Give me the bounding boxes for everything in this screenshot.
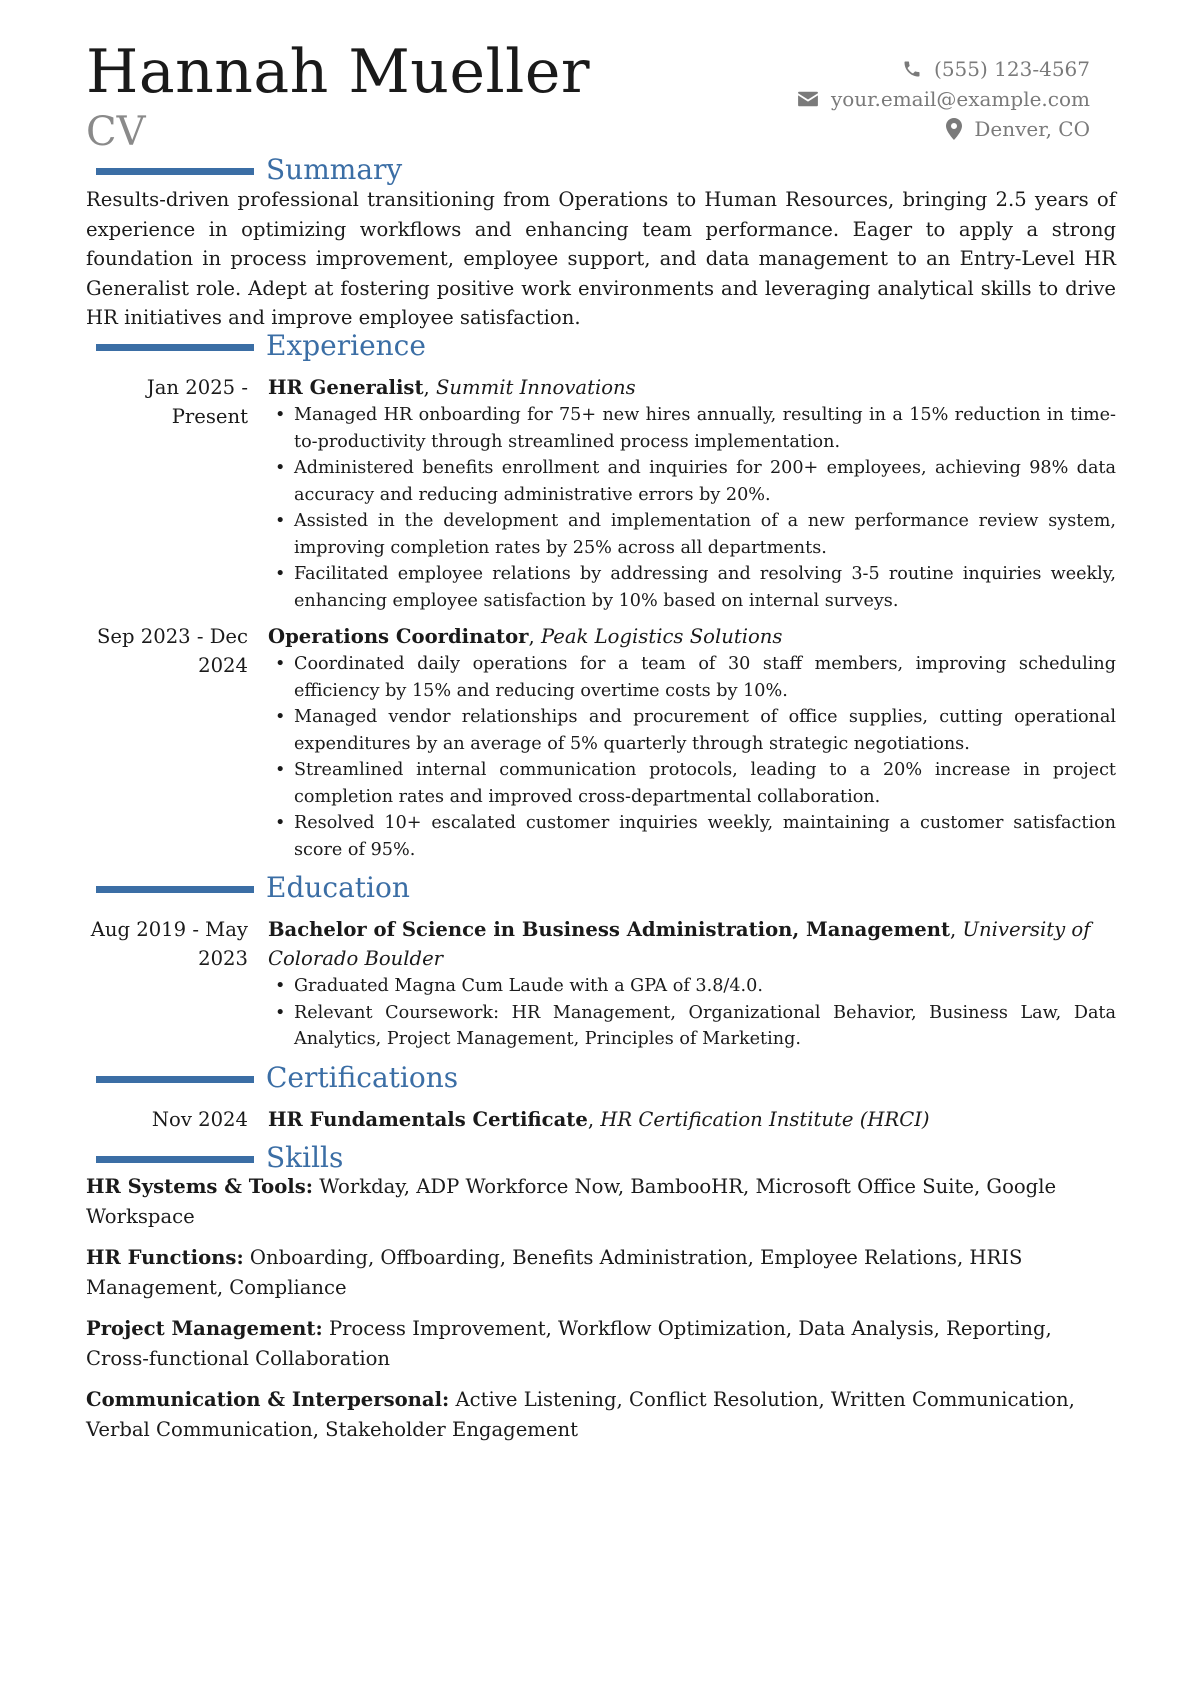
skill-list: Workday, ADP Workforce Now, BambooHR, Microsoft Office Suite, Google Workspace — [86, 1175, 1057, 1228]
section-certifications-heading — [96, 1061, 459, 1094]
experience-entry — [86, 622, 1116, 863]
section-summary-heading — [96, 153, 403, 186]
section-title: Skills — [266, 1141, 344, 1174]
envelope-icon — [797, 90, 819, 108]
skill-category: HR Systems & Tools: — [86, 1175, 313, 1198]
list-item: • Relevant Coursework: HR Management, Organizational Behavior, Business Law, Data Analytics, Project Management, Principles of Marketing. — [268, 1000, 1116, 1053]
email-text: your.email@example.com — [830, 87, 1090, 111]
summary-text: Results-driven professional transitioning from Operations to Human Resources, bringing 2.5 years of experience in optimizing workflows and enhancing team performance. Eager to apply a strong foundation in process improvement, employee support, and data management to an Entry-Level HR Generalist role. Adept at fostering positive work environments and leveraging analytical skills to drive HR initiatives and improve employee satisfaction. — [86, 188, 1116, 329]
section-title: Experience — [266, 329, 426, 362]
list-item: • Coordinated daily operations for a team of 30 staff members, improving scheduling efficiency by 15% and reducing overtime costs by 10%. — [268, 651, 1116, 704]
skill-group — [86, 1385, 1116, 1444]
list-item: • Streamlined internal communication protocols, leading to a 20% increase in project completion rates and improved cross-departmental collaboration. — [268, 757, 1116, 810]
section-rule — [96, 886, 254, 893]
list-item: • Resolved 10+ escalated customer inquiries weekly, maintaining a customer satisfaction score of 95%. — [268, 810, 1116, 863]
entry-heading: Operations Coordinator, Peak Logistics Solutions — [268, 625, 783, 648]
skill-list: Process Improvement, Workflow Optimization, Data Analysis, Reporting, Cross-functional Collaboration — [86, 1317, 1052, 1370]
skill-category: HR Functions: — [86, 1246, 244, 1269]
section-rule — [96, 1156, 254, 1163]
list-item: • Facilitated employee relations by addressing and resolving 3-5 routine inquiries weekly, enhancing employee satisfaction by 10% based on internal surveys. — [268, 561, 1116, 614]
skill-group — [86, 1314, 1116, 1373]
entry-role: HR Generalist — [268, 376, 424, 399]
list-item: • Managed vendor relationships and procurement of office supplies, cutting operational expenditures by an average of 5% quarterly through strategic negotiations. — [268, 704, 1116, 757]
entry-date: Nov 2024 — [151, 1108, 248, 1131]
contact-email[interactable] — [797, 84, 1090, 114]
entry-role: Operations Coordinator — [268, 625, 529, 648]
experience-entry — [86, 373, 1116, 614]
section-title: Summary — [266, 153, 403, 186]
map-pin-icon — [946, 118, 962, 140]
entry-organization: Summit Innovations — [436, 376, 636, 399]
contact-location — [797, 114, 1090, 144]
certification-entry — [86, 1105, 1116, 1134]
section-education-heading — [96, 871, 410, 904]
entry-date: Aug 2019 - May 2023 — [90, 918, 248, 970]
list-item: • Assisted in the development and implementation of a new performance review system, improving completion rates by 25% across all departments. — [268, 508, 1116, 561]
phone-text: (555) 123-4567 — [934, 57, 1090, 81]
entry-heading: HR Fundamentals Certificate, HR Certification Institute (HRCI) — [268, 1108, 930, 1131]
entry-bullets — [268, 973, 1116, 1053]
section-experience-heading — [96, 329, 426, 362]
list-item: • Managed HR onboarding for 75+ new hires annually, resulting in a 15% reduction in time-to-productivity through streamlined process implementation. — [268, 402, 1116, 455]
entry-heading: Bachelor of Science in Business Administration, Management, University of Colorado Boulder — [268, 918, 1091, 970]
section-rule — [96, 1076, 254, 1083]
section-rule — [96, 344, 254, 351]
education-entry — [86, 915, 1116, 1053]
document-subtitle: CV — [86, 109, 146, 155]
entry-role: Bachelor of Science in Business Administration, Management — [268, 918, 951, 941]
list-item: • Graduated Magna Cum Laude with a GPA of 3.8/4.0. — [268, 973, 1116, 1000]
section-title: Certifications — [266, 1061, 459, 1094]
section-rule — [96, 168, 254, 175]
entry-bullets — [268, 651, 1116, 863]
entry-organization: University of Colorado Boulder — [268, 918, 1091, 970]
entry-organization: HR Certification Institute (HRCI) — [600, 1108, 930, 1131]
contact-block — [797, 54, 1090, 144]
entry-date: Jan 2025 - Present — [146, 376, 248, 428]
list-item: • Administered benefits enrollment and inquiries for 200+ employees, achieving 98% data accuracy and reducing administrative errors by 20%. — [268, 455, 1116, 508]
entry-date: Sep 2023 - Dec 2024 — [96, 625, 248, 677]
entry-organization: Peak Logistics Solutions — [540, 625, 783, 648]
contact-phone[interactable] — [797, 54, 1090, 84]
entry-heading: HR Generalist, Summit Innovations — [268, 376, 636, 399]
skill-category: Project Management: — [86, 1317, 323, 1340]
entry-role: HR Fundamentals Certificate — [268, 1108, 588, 1131]
skill-group — [86, 1172, 1116, 1231]
skill-group — [86, 1243, 1116, 1302]
skill-list: Onboarding, Offboarding, Benefits Administration, Employee Relations, HRIS Management, Compliance — [86, 1246, 1023, 1299]
entry-bullets — [268, 402, 1116, 614]
phone-icon — [902, 59, 922, 79]
section-title: Education — [266, 871, 410, 904]
location-text: Denver, CO — [974, 117, 1090, 141]
skill-list: Active Listening, Conflict Resolution, Written Communication, Verbal Communication, Stakeholder Engagement — [86, 1388, 1075, 1441]
candidate-name: Hannah Mueller — [86, 37, 591, 107]
section-skills-heading — [96, 1141, 344, 1174]
skill-category: Communication & Interpersonal: — [86, 1388, 450, 1411]
